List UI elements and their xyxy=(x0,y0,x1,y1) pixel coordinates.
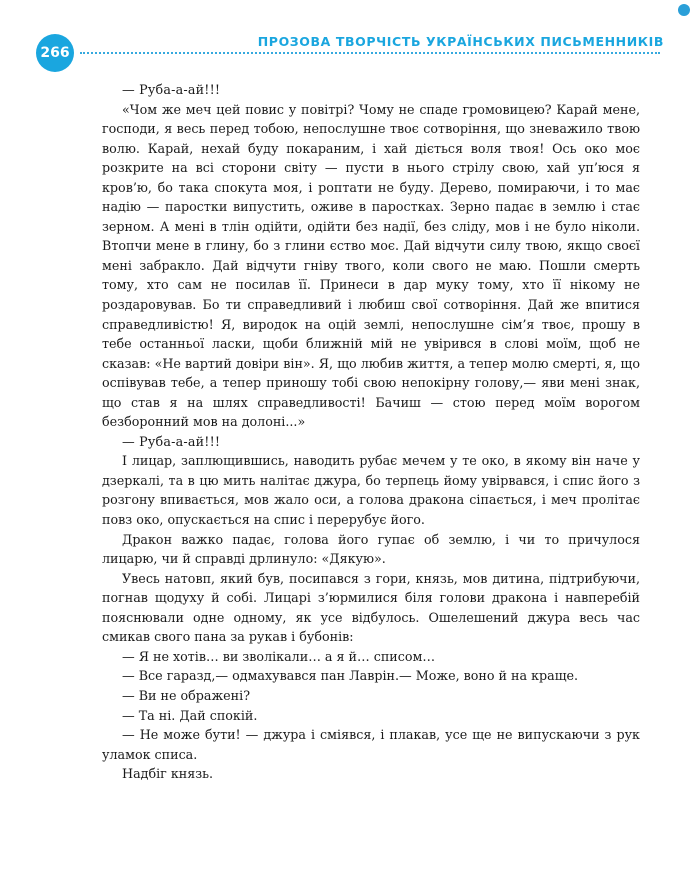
dialogue-line: — Ви не ображені? xyxy=(122,687,250,703)
page-number-badge: 266 xyxy=(36,34,74,72)
paragraph: Увесь натовп, який був, посипався з гори, князь, мов дитина, підтрибуючи, погнав щодуху й собі. Лицарі з’юрмилися біля голови дракона і навперебій пояснювали одне одному, як усе відбулось. Ошелешений джура весь час смикав свого пана за рукав і бубонів: xyxy=(102,570,640,645)
dialogue-line: — Я не хотів… ви зволікали… а я й… списом… xyxy=(122,648,436,664)
text-body xyxy=(102,80,640,784)
paragraph: І лицар, заплющившись, наводить рубає мечем у те око, в якому він наче у дзеркалі, та в цю мить налітає джура, бо терпець йому увірвався, і спис його з розгону впивається, мов жало оси, а голова дракона сіпається, і меч пролітає повз око, опускається на спис і перерубує його. xyxy=(102,453,640,528)
dialogue-line: — Не може бути! — джура і сміявся, і плакав, усе ще не випускаючи з рук уламок списа. xyxy=(102,727,640,762)
page-header xyxy=(36,34,664,74)
running-title: ПРОЗОВА ТВОРЧІСТЬ УКРАЇНСЬКИХ ПИСЬМЕННИКІВ xyxy=(250,34,664,49)
corner-logo-icon xyxy=(678,4,690,16)
paragraph-cry: — Руба-а-ай!!! xyxy=(122,82,221,97)
paragraph-monologue: «Чом же меч цей повис у повітрі? Чому не спаде громовицею? Карай мене, господи, я весь перед тобою, непослушне твоє сотворіння, що зневажило твою волю. Карай, нехай буду покараним, і хай діється воля твоя! Ось око моє розкрите на всі сторони світу — пусти в нього стрілу свою, хай уп’юся я кров’ю, бо така спокута моя, і роптати не буду. Дерево, помираючи, і то має надію — паростки випустить, оживе в паростках. Зерно падає в землю і стає зерном. А мені в тлін одійти, одійти без надії, без сліду, мов і не було ніколи. Втопчи мене в глину, бо з глини єство моє. Дай відчути силу твою, якщо своєї мені забракло. Дай відчути гніву твого, коли свого не маю. Пошли смерть тому, хто сам не посилав її. Принеси в дар муку тому, хто її нікому не роздаровував. Бо ти справедливий і любиш свої сотворіння. Дай же впитися справедливістю! Я, виродок на оцій землі, непослушне сім’я твоє, прошу в тебе останньої ласки, щоби ближній мій не увірився в слові моїм, щоб не сказав: «Не вартий довіри він». Я, що любив життя, а тепер молю смерті, я, що оспівував тебе, а тепер приношу тобі свою непокірну голову,— яви мені знак, що став я на шлях справедливості! Бачиш — стою перед моїм ворогом безборонний мов на долоні...» xyxy=(102,101,640,430)
dialogue-line: — Та ні. Дай спокій. xyxy=(122,707,258,723)
paragraph: Дракон важко падає, голова його гупає об землю, і чи то причулося лицарю, чи й справді дрлинуло: «Дякую». xyxy=(102,531,640,567)
paragraph-cry: — Руба-а-ай!!! xyxy=(122,433,221,449)
header-dotted-rule xyxy=(80,52,660,54)
paragraph: Надбіг князь. xyxy=(122,766,214,782)
dialogue-line: — Все гаразд,— одмахувався пан Лаврін.— Може, воно й на краще. xyxy=(122,668,579,684)
